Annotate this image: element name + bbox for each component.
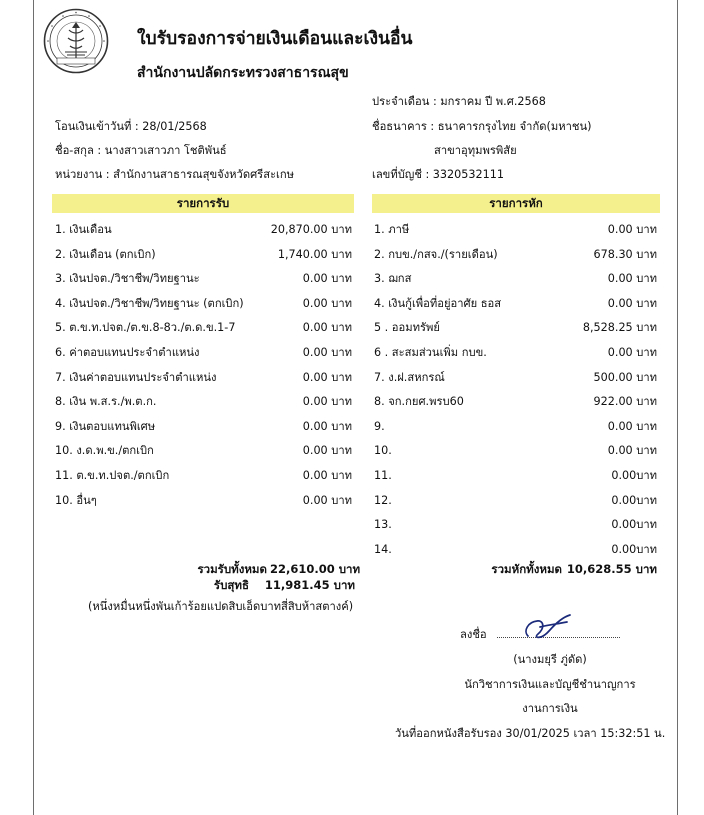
- deduction-item-amount: 0.00 บาท: [607, 419, 657, 433]
- income-item-label: 3. เงินปจต./วิชาชีพ/วิทยฐานะ: [55, 272, 200, 286]
- deduction-row: [374, 243, 657, 267]
- deduction-row: [374, 538, 657, 562]
- deduction-row: [374, 513, 657, 537]
- deduction-item-amount: 0.00 บาท: [607, 346, 657, 359]
- employee-name: ชื่อ-สกุล : นางสาวเสาวภา โชติพันธ์: [55, 144, 227, 157]
- income-item-amount: 0.00 บาท: [302, 272, 352, 286]
- deduction-item-label: 9.: [374, 419, 385, 433]
- deduction-item-amount: 0.00 บาท: [607, 296, 657, 310]
- income-row: [55, 366, 352, 390]
- deduction-item-amount: 8,528.25 บาท: [582, 321, 657, 335]
- income-total-label: รวมรับทั้งหมด: [197, 562, 267, 576]
- deduction-item-label: 3. ฌกส: [374, 272, 412, 286]
- income-item-label: 8. เงิน พ.ส.ร./พ.ต.ก.: [55, 395, 157, 409]
- income-row: [55, 464, 352, 488]
- income-total-value: 22,610.00 บาท: [270, 562, 361, 576]
- deduction-item-amount: 500.00 บาท: [593, 370, 657, 384]
- deduction-item-amount: 678.30 บาท: [593, 247, 657, 261]
- net-pay-label: รับสุทธิ: [213, 578, 249, 592]
- income-row: [55, 218, 352, 242]
- deduction-row: [374, 218, 657, 242]
- income-item-label: 7. เงินค่าตอบแทนประจำตำแหน่ง: [55, 370, 217, 384]
- deduction-item-label: 5 . ออมทรัพย์: [374, 321, 440, 335]
- deduction-item-amount: 0.00 บาท: [607, 444, 657, 458]
- income-row: [55, 439, 352, 463]
- deduction-row: [374, 489, 657, 513]
- deduction-item-label: 2. กบข./กสจ./(รายเดือน): [374, 247, 498, 261]
- income-row: [55, 292, 352, 316]
- deduction-row: [374, 366, 657, 390]
- bank-name: ชื่อธนาคาร : ธนาคารกรุงไทย จำกัด(มหาชน): [372, 120, 592, 133]
- income-item-amount: 20,870.00 บาท: [270, 223, 352, 236]
- deduction-row: [374, 316, 657, 340]
- deduction-row: [374, 390, 657, 414]
- income-item-label: 10. อื่นๆ: [55, 493, 97, 507]
- income-item-label: 4. เงินปจต./วิชาชีพ/วิทยฐานะ (ตกเบิก): [55, 296, 244, 310]
- deduction-item-label: 12.: [374, 493, 392, 507]
- income-item-label: 2. เงินเดือน (ตกเบิก): [55, 247, 156, 261]
- income-row: [55, 415, 352, 439]
- deduction-item-amount: 0.00บาท: [611, 518, 657, 532]
- bank-branch: สาขาอุทุมพรพิสัย: [434, 144, 517, 157]
- issue-datetime: วันที่ออกหนังสือรับรอง 30/01/2025 เวลา 15:32:51 น.: [395, 727, 666, 740]
- signer-name: (นางมยุรี ภู่ดัด): [513, 653, 587, 666]
- income-item-amount: 0.00 บาท: [302, 321, 352, 335]
- deduction-item-amount: 922.00 บาท: [593, 395, 657, 409]
- income-row: [55, 267, 352, 291]
- deduction-row: [374, 415, 657, 439]
- deduction-item-amount: 0.00บาท: [611, 542, 657, 556]
- income-header: รายการรับ: [52, 194, 354, 213]
- deduction-item-label: 8. จก.กยศ.พรบ60: [374, 395, 464, 409]
- document-subtitle: สำนักงานปลัดกระทรวงสาธารณสุข: [137, 65, 349, 81]
- net-pay-value: 11,981.45 บาท: [264, 578, 355, 592]
- deduction-item-label: 1. ภาษี: [374, 223, 410, 236]
- income-item-amount: 1,740.00 บาท: [277, 247, 352, 261]
- income-item-amount: 0.00 บาท: [302, 444, 352, 458]
- deduction-item-label: 14.: [374, 542, 392, 556]
- income-item-label: 11. ต.ข.ท.ปจต./ตกเบิก: [55, 469, 170, 482]
- net-pay-words: (หนึ่งหมื่นหนึ่งพันเก้าร้อยแปดสิบเอ็ดบาทสี่สิบห้าสตางค์): [88, 600, 354, 613]
- deduction-item-amount: 0.00บาท: [611, 493, 657, 507]
- income-item-label: 10. ง.ด.พ.ข./ตกเบิก: [55, 444, 154, 458]
- income-row: [55, 341, 352, 365]
- account-number: เลขที่บัญชี : 3320532111: [372, 168, 504, 181]
- signer-department: งานการเงิน: [522, 702, 578, 715]
- deduction-item-label: 10.: [374, 444, 392, 458]
- deduction-item-label: 13.: [374, 518, 392, 532]
- deduction-header: รายการหัก: [372, 194, 660, 213]
- income-row: [55, 316, 352, 340]
- pay-month: ประจำเดือน : มกราคม ปี พ.ศ.2568: [372, 95, 546, 108]
- deduction-row: [374, 464, 657, 488]
- deduction-item-label: 6 . สะสมส่วนเพิ่ม กบข.: [374, 346, 487, 359]
- income-item-label: 9. เงินตอบแทนพิเศษ: [55, 419, 156, 433]
- income-item-amount: 0.00 บาท: [302, 469, 352, 482]
- deduction-total-value: 10,628.55 บาท: [566, 562, 657, 576]
- deduction-item-label: 11.: [374, 469, 392, 482]
- deduction-total-label: รวมหักทั้งหมด: [491, 562, 562, 576]
- income-item-amount: 0.00 บาท: [302, 419, 352, 433]
- income-item-amount: 0.00 บาท: [302, 395, 352, 409]
- deduction-item-amount: 0.00บาท: [611, 469, 657, 482]
- ministry-seal-icon: [43, 8, 109, 74]
- signer-position: นักวิชาการเงินและบัญชีชำนาญการ: [464, 678, 636, 691]
- transfer-date: โอนเงินเข้าวันที่ : 28/01/2568: [55, 120, 207, 133]
- income-item-label: 5. ต.ข.ท.ปจต./ต.ข.8-8ว./ต.ด.ข.1-7: [55, 321, 236, 335]
- deduction-item-label: 7. ง.ฝ.สหกรณ์: [374, 370, 445, 384]
- deduction-row: [374, 439, 657, 463]
- income-item-label: 6. ค่าตอบแทนประจำตำแหน่ง: [55, 346, 200, 359]
- income-item-label: 1. เงินเดือน: [55, 223, 112, 236]
- income-item-amount: 0.00 บาท: [302, 493, 352, 507]
- deduction-row: [374, 341, 657, 365]
- document-title: ใบรับรองการจ่ายเงินเดือนและเงินอื่น: [137, 29, 413, 49]
- deduction-row: [374, 292, 657, 316]
- income-row: [55, 489, 352, 513]
- deduction-item-amount: 0.00 บาท: [607, 223, 657, 236]
- sign-label: ลงชื่อ: [460, 628, 487, 641]
- deduction-item-amount: 0.00 บาท: [607, 272, 657, 286]
- deduction-row: [374, 267, 657, 291]
- work-unit: หน่วยงาน : สำนักงานสาธารณสุขจังหวัดศรีสะเกษ: [55, 168, 295, 181]
- income-item-amount: 0.00 บาท: [302, 296, 352, 310]
- income-row: [55, 243, 352, 267]
- income-row: [55, 390, 352, 414]
- income-item-amount: 0.00 บาท: [302, 370, 352, 384]
- deduction-item-label: 4. เงินกู้เพื่อที่อยู่อาศัย ธอส: [374, 296, 502, 310]
- income-item-amount: 0.00 บาท: [302, 346, 352, 359]
- handwritten-signature: [520, 612, 576, 644]
